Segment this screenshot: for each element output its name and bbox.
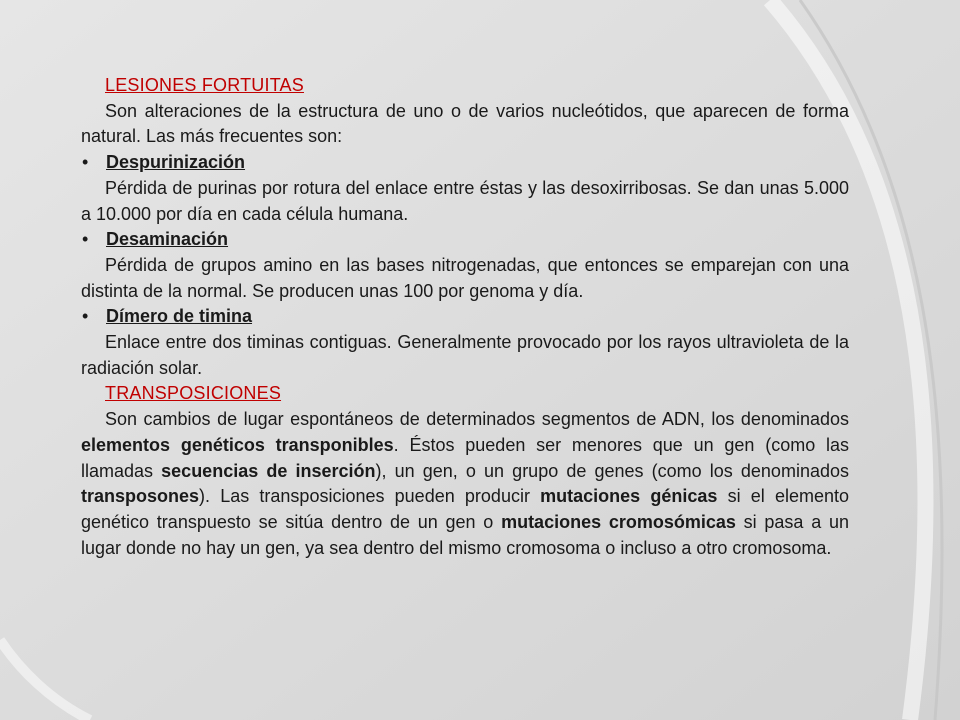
text-run: si el elemento genético transpuesto se sitúa dentro de un gen o — [81, 486, 849, 532]
bullet-item — [81, 227, 849, 253]
transposiciones-body — [81, 407, 849, 561]
bullet-item — [81, 150, 849, 176]
text-run: si pasa a un lugar donde no hay un gen, ya sea dentro del mismo cromosoma o incluso a otro cromosoma. — [81, 511, 849, 558]
bullet-title-despurinizacion: Despurinización — [106, 152, 246, 173]
bullet-glyph: • — [82, 306, 89, 327]
text-run: ). Las transposiciones pueden producir — [199, 486, 541, 507]
bullet-glyph: • — [82, 152, 89, 173]
slide-content — [81, 73, 849, 561]
bold-term: mutaciones cromosómicas — [501, 511, 736, 532]
text-run: . Éstos pueden ser menores que un gen (como las llamadas — [81, 434, 850, 481]
desaminacion-body: Pérdida de grupos amino en las bases nitrogenadas, que entonces se emparejan con una distinta de la normal. Se producen unas 100 por genoma y día. — [81, 254, 849, 301]
text-run: ), un gen, o un grupo de genes (como los denominados — [375, 460, 849, 481]
heading-transposiciones: TRANSPOSICIONES — [105, 383, 282, 404]
bullet-title-dimero-de-timina: Dímero de timina — [106, 306, 253, 327]
bullet-item — [81, 304, 849, 330]
despurinizacion-body: Pérdida de purinas por rotura del enlace entre éstas y las desoxirribosas. Se dan unas 5.000 a 10.000 por día en cada célula humana. — [81, 177, 849, 224]
bold-term: elementos genéticos transponibles — [81, 434, 394, 455]
bullet-title-desaminacion: Desaminación — [106, 229, 229, 250]
bold-term: mutaciones génicas — [540, 486, 718, 507]
dimero-de-timina-body: Enlace entre dos timinas contiguas. Generalmente provocado por los rayos ultravioleta de la radiación solar. — [81, 332, 849, 378]
bullet-glyph: • — [82, 229, 89, 250]
bold-term: transposones — [81, 486, 200, 507]
bold-term: secuencias de inserción — [161, 460, 376, 481]
text-run: Son cambios de lugar espontáneos de determinados segmentos de ADN, los denominados — [105, 409, 849, 430]
heading-lesiones-fortuitas: LESIONES FORTUITAS — [105, 75, 304, 95]
lesiones-intro: Son alteraciones de la estructura de uno o de varios nucleótidos, que aparecen de forma natural. Las más frecuentes son: — [81, 100, 849, 147]
